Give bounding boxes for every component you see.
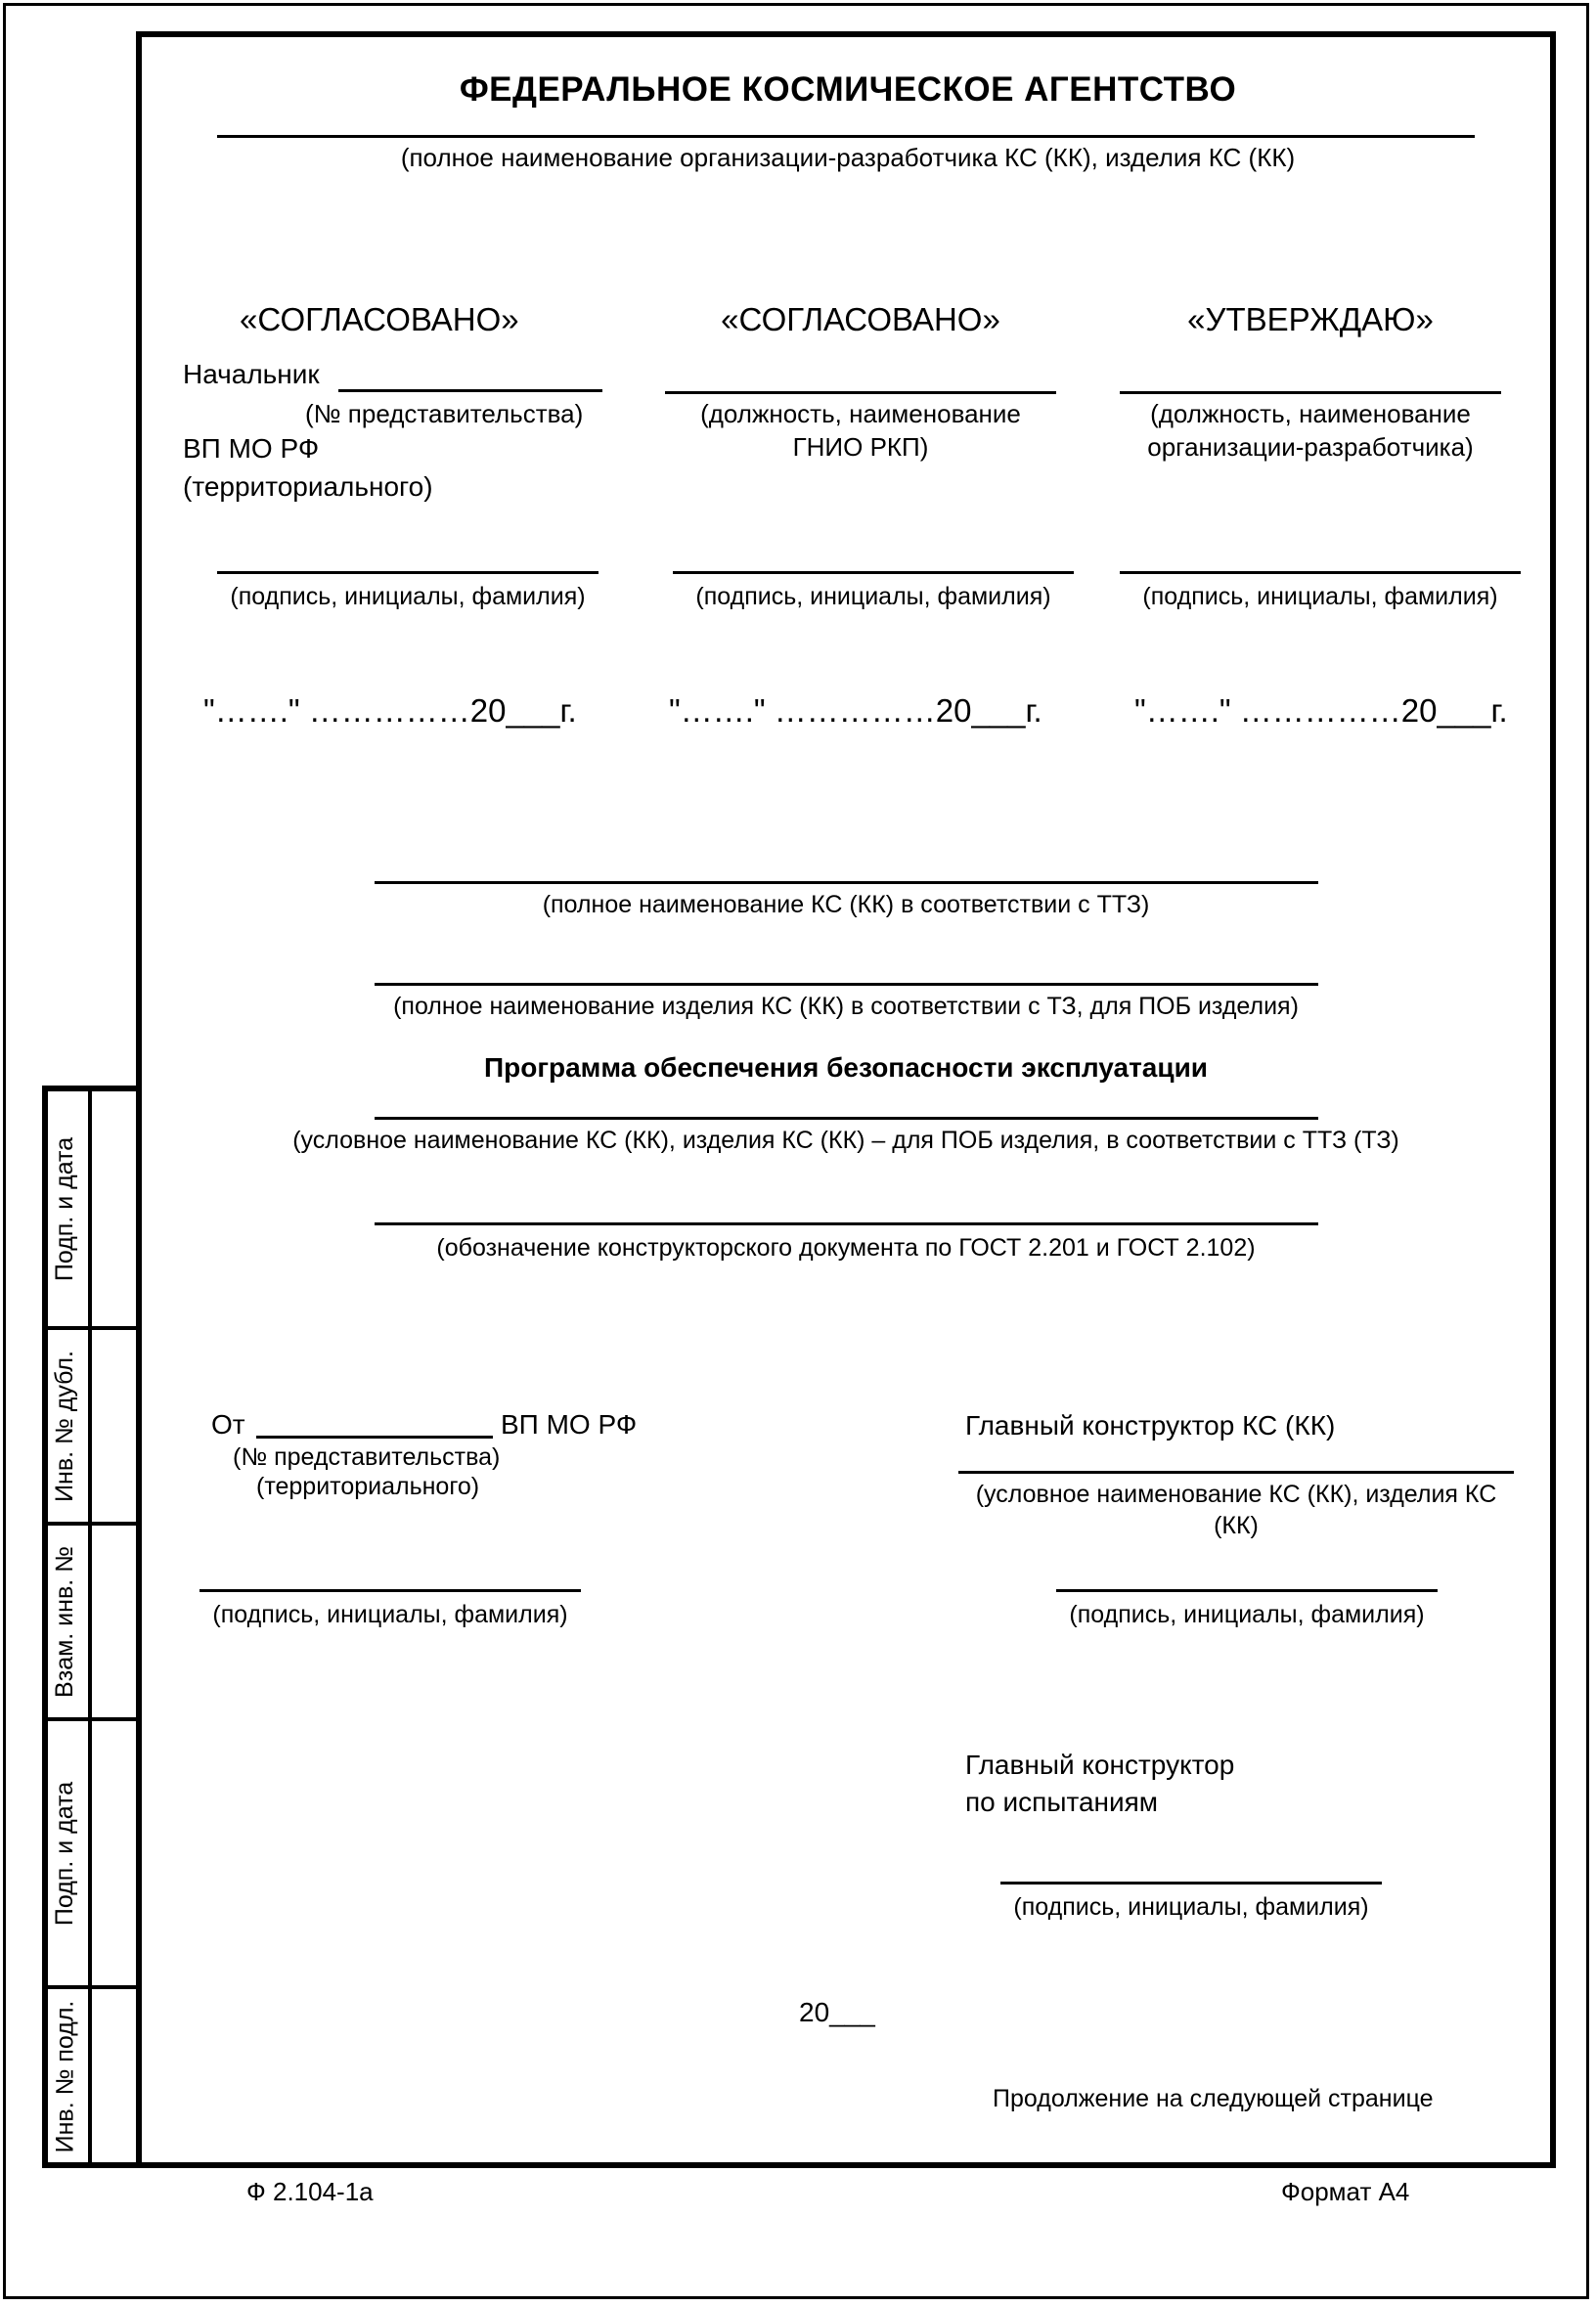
signature-line	[217, 571, 598, 574]
side-stamp-label: Подп. и дата	[51, 1781, 79, 1926]
approval-heading: «УТВЕРЖДАЮ»	[1187, 301, 1434, 337]
signature-caption: (подпись, инициалы, фамилия)	[695, 583, 1051, 610]
chief-designer-label: Главный конструктор КС (КК)	[965, 1410, 1336, 1441]
signature-caption: (подпись, инициалы, фамилия)	[1013, 1893, 1369, 1921]
territorial-caption: (территориального)	[256, 1473, 480, 1500]
representation-line	[338, 389, 602, 392]
format-label: Формат А4	[1281, 2177, 1410, 2206]
form-code: Ф 2.104-1а	[246, 2177, 374, 2206]
organization-text: (территориального)	[183, 471, 433, 502]
conditional-name-line	[375, 1117, 1318, 1120]
approval-heading: «СОГЛАСОВАНО»	[721, 301, 1000, 337]
position-line	[665, 391, 1056, 394]
organization-line	[217, 135, 1475, 138]
year-field: 20___	[799, 1997, 875, 2027]
chief-designer-caption: (условное наименование КС (КК), изделия КС	[975, 1481, 1497, 1508]
signature-line	[673, 571, 1074, 574]
chief-designer-caption: (КК)	[1214, 1512, 1259, 1539]
side-stamp-label: Инв. № подл.	[51, 2000, 79, 2152]
ks-name-line	[375, 881, 1318, 884]
agency-title: ФЕДЕРАЛЬНОЕ КОСМИЧЕСКОЕ АГЕНТСТВО	[459, 70, 1237, 109]
designation-caption: (обозначение конструкторского документа по ГОСТ 2.201 и ГОСТ 2.102)	[436, 1234, 1256, 1262]
test-designer-label: Главный конструктор	[965, 1750, 1235, 1780]
conditional-name-caption: (условное наименование КС (КК), изделия КС (КК) – для ПОБ изделия, в соответствии с ТТЗ (ТЗ)	[292, 1127, 1399, 1154]
signature-line	[200, 1589, 581, 1592]
test-designer-label: по испытаниям	[965, 1787, 1159, 1817]
organization-text: ВП МО РФ	[183, 433, 320, 464]
position-line	[1120, 391, 1501, 394]
representation-caption: (№ представительства)	[233, 1443, 501, 1471]
representation-caption: (№ представительства)	[305, 399, 584, 428]
approval-date: "……." ……………20___г.	[203, 692, 577, 729]
program-title: Программа обеспечения безопасности эксплуатации	[484, 1052, 1208, 1083]
representation-line	[256, 1436, 493, 1439]
side-stamp-divider	[88, 1086, 92, 2168]
product-name-caption: (полное наименование изделия КС (КК) в соответствии с ТЗ, для ПОБ изделия)	[393, 993, 1299, 1020]
position-caption: (должность, наименование	[1150, 399, 1471, 428]
document-frame	[136, 31, 1556, 2168]
position-caption: (должность, наименование	[700, 399, 1021, 428]
from-label: От	[211, 1409, 245, 1440]
position-caption: организации-разработчика)	[1147, 432, 1474, 462]
approval-date: "……." ……………20___г.	[669, 692, 1042, 729]
signature-caption: (подпись, инициалы, фамилия)	[1142, 583, 1498, 610]
designation-line	[375, 1222, 1318, 1225]
chief-label: Начальник	[183, 359, 320, 389]
organization-text: ВП МО РФ	[501, 1409, 638, 1440]
side-stamp-label: Подп. и дата	[51, 1136, 79, 1281]
product-name-line	[375, 983, 1318, 986]
ks-name-caption: (полное наименование КС (КК) в соответствии с ТТЗ)	[542, 891, 1150, 918]
approval-heading: «СОГЛАСОВАНО»	[240, 301, 519, 337]
side-stamp-label: Инв. № дубл.	[51, 1350, 78, 1502]
side-stamp-label: Взам. инв. №	[51, 1545, 79, 1698]
chief-designer-line	[958, 1471, 1514, 1474]
continuation-note: Продолжение на следующей странице	[993, 2085, 1434, 2112]
signature-caption: (подпись, инициалы, фамилия)	[212, 1601, 568, 1628]
approval-date: "……." ……………20___г.	[1134, 692, 1508, 729]
signature-line	[1000, 1882, 1382, 1885]
signature-caption: (подпись, инициалы, фамилия)	[230, 583, 586, 610]
signature-line	[1056, 1589, 1438, 1592]
signature-caption: (подпись, инициалы, фамилия)	[1069, 1601, 1425, 1628]
organization-caption: (полное наименование организации-разработчика КС (КК), изделия КС (КК)	[400, 143, 1296, 172]
signature-line	[1120, 571, 1521, 574]
position-caption: ГНИО РКП)	[792, 432, 929, 462]
